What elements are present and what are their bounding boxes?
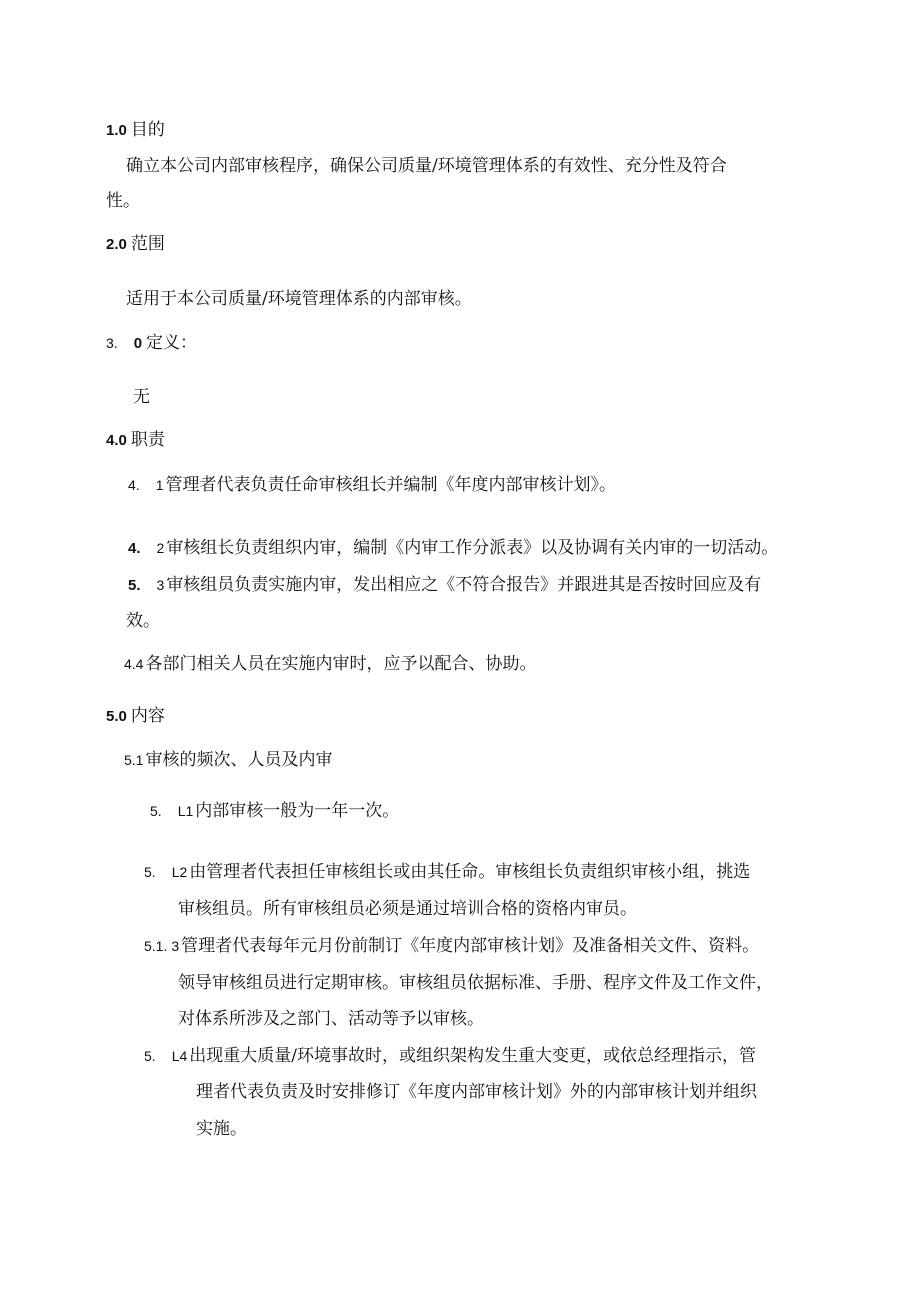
- item-number: 4.4: [124, 656, 144, 672]
- section-3-heading: [106, 331, 197, 356]
- item-number: 4.: [128, 540, 141, 557]
- subsection-heading: [124, 748, 332, 772]
- section-number: 5.0: [106, 708, 127, 725]
- paragraph-line: 适用于本公司质量/环境管理体系的内部审核。: [126, 289, 472, 309]
- section-title: 定义：: [146, 333, 198, 353]
- item-number-part: 2: [156, 540, 165, 556]
- section-number: 1.0: [106, 122, 127, 139]
- list-item: [150, 799, 399, 823]
- item-text: 管理者代表负责任命审核组长并编制《年度内部审核计划》。: [165, 475, 616, 495]
- item-text: 审核组员负责实施内审，发出相应之《不符合报告》并跟进其是否按时回应及有: [166, 575, 762, 595]
- item-number-part: 3: [171, 938, 180, 954]
- section-number: 4.0: [106, 432, 127, 449]
- list-item: [128, 536, 778, 561]
- item-number-part: 3: [156, 577, 165, 593]
- item-text: 审核组长负责组织内审，编制《内审工作分派表》以及协调有关内审的一切活动。: [166, 538, 779, 558]
- paragraph-line: 理者代表负责及时安排修订《年度内部审核计划》外的内部审核计划并组织: [196, 1082, 757, 1102]
- subsection-title: 审核的频次、人员及内审: [145, 750, 333, 770]
- paragraph-line: 实施。: [196, 1119, 247, 1139]
- paragraph-line: 对体系所涉及之部门、活动等予以审核。: [178, 1009, 484, 1029]
- section-title: 内容: [130, 706, 165, 726]
- item-number-part: L1: [177, 803, 194, 819]
- item-number: 5.: [150, 803, 162, 819]
- paragraph-line: 领导审核组员进行定期审核。审核组员依据标准、手册、程序文件及工作文件，: [178, 973, 773, 993]
- item-number: 5.: [128, 577, 141, 594]
- list-item: [128, 473, 616, 497]
- list-item: [144, 860, 750, 884]
- item-number: 5.: [144, 864, 156, 880]
- section-title: 职责: [130, 430, 165, 450]
- subsection-number: 5.1: [124, 752, 144, 768]
- section-title: 目的: [130, 120, 165, 140]
- list-item: [144, 934, 759, 958]
- item-number-part: 1: [155, 477, 164, 493]
- paragraph-line: 性。: [106, 191, 140, 211]
- section-number: 2.0: [106, 236, 127, 253]
- item-text: 出现重大质量/环境事故时，或组织架构发生重大变更，或依总经理指示，管: [189, 1046, 756, 1066]
- item-number: 5.1.: [144, 938, 168, 954]
- section-5-heading: [106, 704, 165, 729]
- section-number-part: 0: [133, 335, 143, 352]
- section-4-heading: [106, 428, 165, 453]
- item-number-part: L2: [171, 864, 188, 880]
- list-item: [128, 573, 761, 598]
- paragraph-line: 无: [133, 387, 150, 407]
- item-text: 由管理者代表担任审核组长或由其任命。审核组长负责组织审核小组，挑选: [189, 862, 751, 882]
- list-item: [124, 652, 536, 676]
- item-number: 5.: [144, 1048, 156, 1064]
- paragraph-line: 效。: [126, 611, 160, 631]
- section-title: 范围: [130, 234, 165, 254]
- section-number: 3.: [106, 335, 118, 351]
- paragraph-line: 审核组员。所有审核组员必须是通过培训合格的资格内审员。: [178, 899, 637, 919]
- item-text: 管理者代表每年元月份前制订《年度内部审核计划》及准备相关文件、资料。: [181, 936, 760, 956]
- paragraph-line: 确立本公司内部审核程序，确保公司质量/环境管理体系的有效性、充分性及符合: [126, 156, 727, 176]
- item-text: 内部审核一般为一年一次。: [195, 801, 400, 821]
- section-1-heading: [106, 118, 165, 143]
- item-text: 各部门相关人员在实施内审时，应予以配合、协助。: [145, 654, 537, 674]
- list-item: [144, 1044, 756, 1068]
- item-number-part: L4: [171, 1048, 188, 1064]
- item-number: 4.: [128, 477, 140, 493]
- section-2-heading: [106, 232, 165, 257]
